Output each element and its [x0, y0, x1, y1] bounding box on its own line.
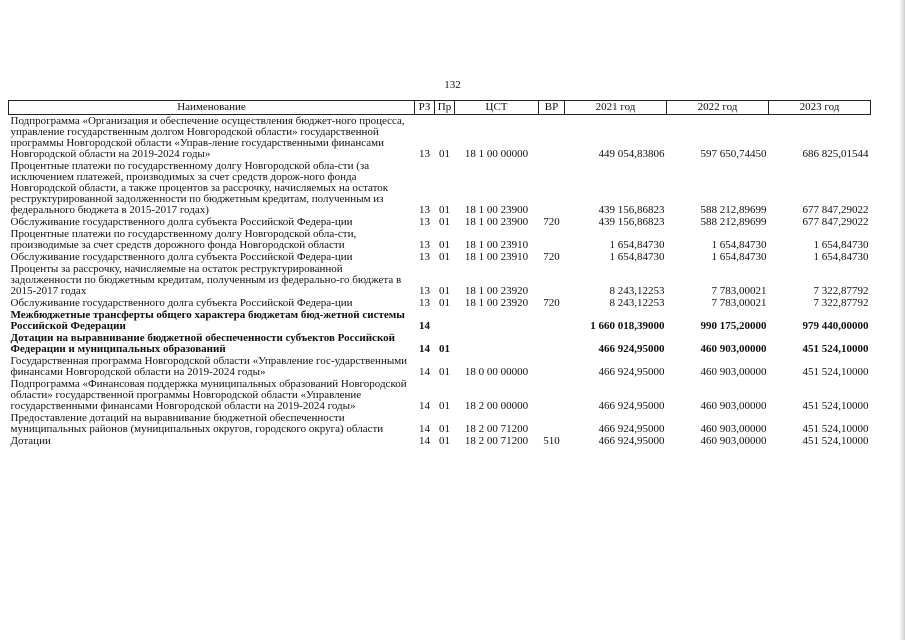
table-row [9, 216, 871, 228]
row-name: Обслуживание государственного долга субъекта Российской Федера-ции [10, 216, 353, 228]
row-name: Государственная программа Новгородской области «Управление гос-ударственными финансами Новгородской области на 2019-2024 годы» [10, 355, 408, 378]
row-cst: 18 1 00 23900 [464, 204, 529, 216]
row-cst: 18 2 00 00000 [464, 400, 529, 412]
row-vr [539, 332, 565, 355]
row-2023: 677 847,29022 [802, 204, 869, 216]
row-2023: 979 440,00000 [802, 320, 869, 332]
row-name: Проценты за рассрочку, начисляемые на остаток реструктурированной задолженности по бюджетным кредитам, полученным из федерально-го бюджета в 2015-2017 годах [10, 263, 402, 297]
header-name: Наименование [9, 101, 415, 115]
row-2022: 460 903,00000 [700, 435, 767, 447]
row-2023: 1 654,84730 [813, 239, 869, 251]
row-vr [539, 160, 565, 216]
row-pr: 01 [439, 239, 450, 251]
row-cst [455, 332, 539, 355]
row-pr: 01 [439, 251, 450, 263]
table-row [9, 115, 871, 161]
row-rz: 13 [419, 148, 430, 160]
row-2022: 460 903,00000 [700, 366, 767, 378]
row-2021: 466 924,95000 [598, 366, 665, 378]
row-rz: 13 [419, 204, 430, 216]
row-name: Межбюджетные трансферты общего характера бюджетам бюд-жетной системы Российской Федерации [10, 309, 405, 332]
row-cst: 18 2 00 71200 [464, 423, 529, 435]
row-rz: 14 [419, 423, 430, 435]
row-name: Обслуживание государственного долга субъекта Российской Федера-ции [10, 297, 353, 309]
table-row [9, 332, 871, 355]
row-vr: 720 [543, 297, 560, 309]
table-row [9, 412, 871, 435]
row-2021: 449 054,83806 [598, 148, 665, 160]
row-2021: 466 924,95000 [598, 435, 665, 447]
row-2021: 1 654,84730 [609, 239, 665, 251]
table-row [9, 160, 871, 216]
row-rz: 13 [419, 251, 430, 263]
row-vr [539, 228, 565, 251]
table-row [9, 228, 871, 251]
header-2023: 2023 год [769, 101, 871, 115]
page-edge-shadow [899, 0, 905, 640]
header-cst: ЦСТ [455, 101, 539, 115]
row-vr: 510 [543, 435, 560, 447]
row-rz: 14 [419, 366, 430, 378]
row-pr: 01 [439, 297, 450, 309]
row-cst: 18 1 00 23910 [464, 251, 529, 263]
row-2021: 439 156,86823 [598, 216, 665, 228]
row-vr [539, 309, 565, 332]
header-vr: ВР [539, 101, 565, 115]
row-2022: 1 654,84730 [711, 239, 767, 251]
table-row [9, 309, 871, 332]
row-2022: 588 212,89699 [700, 204, 767, 216]
row-cst: 18 1 00 23920 [464, 285, 529, 297]
row-cst [455, 309, 539, 332]
row-2022: 460 903,00000 [700, 400, 767, 412]
header-rz: РЗ [415, 101, 435, 115]
row-name: Процентные платежи по государственному долгу Новгородской обла-сти, производимые за счет средств дорожного фонда Новгородской области [10, 228, 357, 251]
row-2022: 990 175,20000 [700, 320, 767, 332]
row-pr: 01 [439, 400, 450, 412]
row-2023: 451 524,10000 [802, 400, 869, 412]
row-2023: 677 847,29022 [802, 216, 869, 228]
row-cst: 18 1 00 23900 [464, 216, 529, 228]
row-rz: 13 [419, 297, 430, 309]
row-2023: 7 322,87792 [813, 285, 869, 297]
row-2022: 7 783,00021 [711, 285, 767, 297]
row-pr: 01 [439, 204, 450, 216]
row-2021: 8 243,12253 [609, 285, 665, 297]
row-2021: 439 156,86823 [598, 204, 665, 216]
row-2021: 466 924,95000 [598, 423, 665, 435]
row-pr: 01 [439, 148, 450, 160]
page-number: 132 [444, 79, 461, 91]
row-pr: 01 [439, 216, 450, 228]
row-rz: 14 [419, 320, 430, 332]
row-2022: 1 654,84730 [711, 251, 767, 263]
row-pr: 01 [439, 423, 450, 435]
row-name: Предоставление дотаций на выравнивание бюджетной обеспеченности муниципальных районов (муниципальных округов, городского округа) области [10, 412, 384, 435]
row-2021: 1 660 018,39000 [590, 320, 665, 332]
row-pr: 01 [439, 435, 450, 447]
row-name: Дотации на выравнивание бюджетной обеспеченности субъектов Российской Федерации и муниципальных образований [10, 332, 395, 355]
table-row [9, 435, 871, 447]
row-rz: 14 [419, 400, 430, 412]
row-cst: 18 0 00 00000 [464, 366, 529, 378]
row-cst: 18 1 00 23920 [464, 297, 529, 309]
row-vr: 720 [543, 216, 560, 228]
row-cst: 18 1 00 00000 [464, 148, 529, 160]
row-pr: 01 [439, 285, 450, 297]
row-2021: 1 654,84730 [609, 251, 665, 263]
row-2023: 451 524,10000 [802, 343, 869, 355]
row-cst: 18 1 00 23910 [464, 239, 529, 251]
row-vr [539, 263, 565, 297]
row-2022: 597 650,74450 [700, 148, 767, 160]
table-row [9, 263, 871, 297]
row-2023: 451 524,10000 [802, 366, 869, 378]
row-rz: 13 [419, 285, 430, 297]
row-2023: 686 825,01544 [802, 148, 869, 160]
budget-table [8, 100, 871, 447]
row-2022: 460 903,00000 [700, 343, 767, 355]
header-2022: 2022 год [667, 101, 769, 115]
table-header-row [9, 101, 871, 115]
row-vr [539, 412, 565, 435]
row-2022: 7 783,00021 [711, 297, 767, 309]
table-row [9, 378, 871, 412]
row-2023: 7 322,87792 [813, 297, 869, 309]
row-rz: 14 [419, 343, 430, 355]
row-rz: 14 [419, 435, 430, 447]
row-pr [435, 309, 455, 332]
row-pr: 01 [439, 343, 450, 355]
row-2022: 588 212,89699 [700, 216, 767, 228]
row-rz: 13 [419, 239, 430, 251]
row-2021: 466 924,95000 [598, 400, 665, 412]
table-row [9, 355, 871, 378]
table-row [9, 297, 871, 309]
row-name: Дотации [10, 435, 51, 447]
header-pr: Пр [435, 101, 455, 115]
row-name: Подпрограмма «Финансовая поддержка муниципальных образований Новгородской области» государственной программы Новгородской области «Управление государственными финансами Новгородской области на 2019-2024 годы» [10, 378, 407, 412]
row-vr: 720 [543, 251, 560, 263]
row-vr [539, 115, 565, 161]
table-body [9, 115, 871, 448]
table-row [9, 251, 871, 263]
row-2023: 1 654,84730 [813, 251, 869, 263]
row-name: Подпрограмма «Организация и обеспечение осуществления бюджет-ного процесса, управление государственным долгом Новгородской области» государственной программы Новгородской области «Управ-ление государственными финансами Новгородской области на 2019-2024 годы» [10, 115, 405, 160]
header-2021: 2021 год [565, 101, 667, 115]
row-2023: 451 524,10000 [802, 435, 869, 447]
row-2023: 451 524,10000 [802, 423, 869, 435]
row-vr [539, 378, 565, 412]
row-2021: 466 924,95000 [598, 343, 665, 355]
row-2021: 8 243,12253 [609, 297, 665, 309]
row-pr: 01 [439, 366, 450, 378]
row-rz: 13 [419, 216, 430, 228]
row-name: Процентные платежи по государственному долгу Новгородской обла-сти (за исключением платежей, производимых за счет средств дорож-ного фонда Новгородской области, а также процентов за рассрочку, начисляемых на остаток реструктурированной задолженности по бюджетным кредитам, полученным из федерального бюджета в 2015-2017 годах) [10, 160, 389, 216]
row-name: Обслуживание государственного долга субъекта Российской Федера-ции [10, 251, 353, 263]
row-vr [539, 355, 565, 378]
row-2022: 460 903,00000 [700, 423, 767, 435]
row-cst: 18 2 00 71200 [464, 435, 529, 447]
